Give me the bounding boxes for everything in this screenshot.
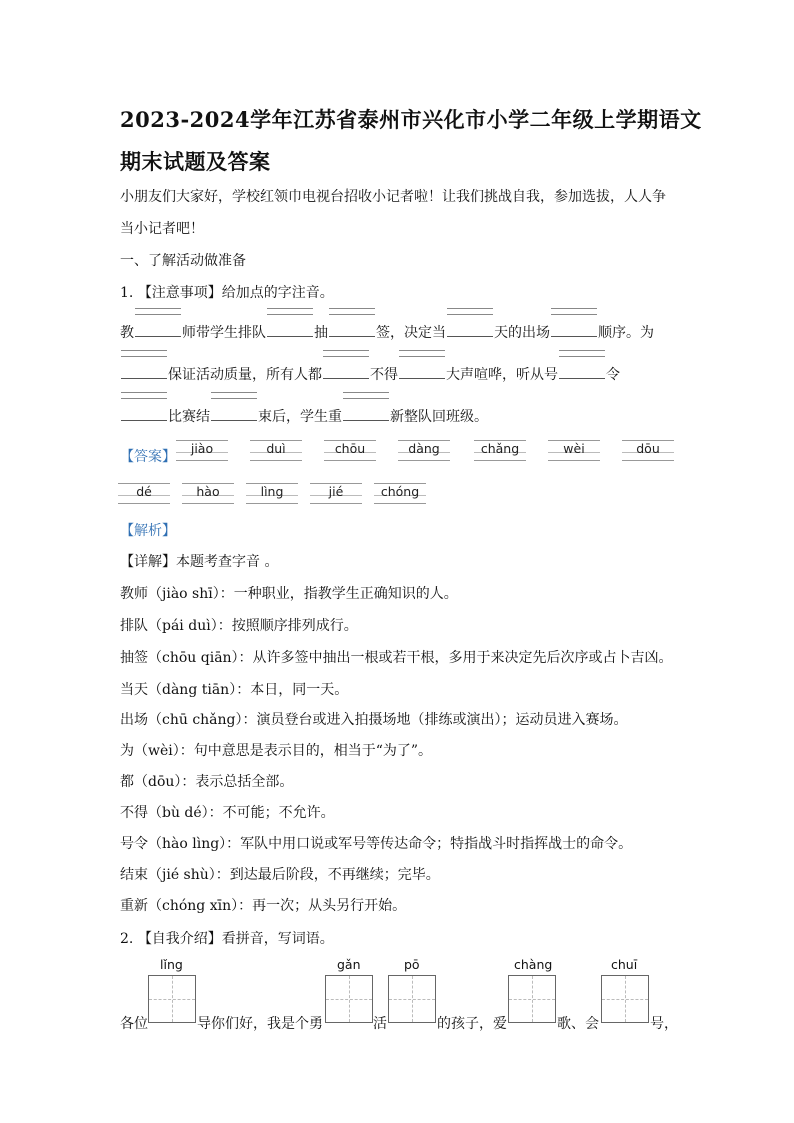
pinyin-blank[interactable] xyxy=(121,364,167,379)
answer-pinyin: hào xyxy=(182,483,234,499)
writing-box[interactable] xyxy=(148,975,196,1023)
pinyin-blank[interactable] xyxy=(135,322,181,337)
box-pinyin: pō xyxy=(404,957,420,972)
explanation-item: 出场（chū chǎng）：演员登台或进入拍摄场地（排练或演出）；运动员进入赛场。 xyxy=(120,712,628,728)
question-prompt: 【注意事项】给加点的字注音。 xyxy=(137,285,334,301)
explanation-item: 号令（hào lìng）：军队中用口说或军号等传达命令；特指战斗时指挥战士的命令。 xyxy=(120,836,633,852)
sentence-fragment: 签，决定当 xyxy=(376,325,446,341)
explanation-item: 都（dōu）：表示总括全部。 xyxy=(120,774,294,790)
explanation-item: 排队（pái duì）：按照顺序排列成行。 xyxy=(120,618,358,634)
pinyin-blank[interactable] xyxy=(211,406,257,421)
question-1-line3 xyxy=(120,406,488,426)
intro-text-line2: 当小记者吧！ xyxy=(120,221,204,237)
intro-text: 小朋友们大家好，学校红领巾电视台招收小记者啦！让我们挑战自我，参加选拔，人人争 xyxy=(120,189,666,205)
analysis-label: 【解析】 xyxy=(120,523,176,539)
pinyin-blank[interactable] xyxy=(323,364,369,379)
answer-pinyin: chóng xyxy=(374,483,426,499)
box-pinyin: lǐng xyxy=(160,957,183,972)
answer-pinyin: chǎng xyxy=(474,440,526,456)
pinyin-blank[interactable] xyxy=(267,322,313,337)
box-pinyin: chuī xyxy=(611,957,638,972)
box-pinyin: chàng xyxy=(514,957,553,972)
question-1-line2 xyxy=(120,364,620,384)
sentence-fragment: 师带学生排队 xyxy=(182,325,266,341)
pinyin-blank[interactable] xyxy=(551,322,597,337)
q2-text: 歌、会 xyxy=(557,1016,599,1032)
q2-text: 导你们好，我是个勇 xyxy=(197,1016,323,1032)
detail-text: 【详解】本题考查字音 。 xyxy=(120,554,279,570)
explanation-item: 结束（jié shù）：到达最后阶段，不再继续；完毕。 xyxy=(120,867,440,883)
q2-text: 的孩子，爱 xyxy=(437,1016,507,1032)
page-title-line2: 期末试题及答案 xyxy=(120,149,271,174)
writing-box[interactable] xyxy=(508,975,556,1023)
explanation-item: 当天（dàng tiān）：本日，同一天。 xyxy=(120,682,349,698)
pinyin-blank[interactable] xyxy=(559,364,605,379)
writing-box[interactable] xyxy=(388,975,436,1023)
q2-text: 活 xyxy=(373,1016,387,1032)
pinyin-blank[interactable] xyxy=(121,406,167,421)
answer-pinyin: wèi xyxy=(548,440,600,456)
answer-pinyin: chōu xyxy=(324,440,376,456)
sentence-fragment: 不得 xyxy=(370,367,398,383)
sentence-fragment: 天的出场 xyxy=(494,325,550,341)
sentence-fragment: 令 xyxy=(606,367,620,383)
answer-pinyin: dé xyxy=(118,483,170,499)
sentence-fragment: 顺序。为 xyxy=(598,325,654,341)
answer-pinyin: dàng xyxy=(398,440,450,456)
sentence-fragment: 新整队回班级。 xyxy=(390,409,488,425)
explanation-item: 教师（jiào shī）：一种职业，指教学生正确知识的人。 xyxy=(120,586,458,602)
explanation-item: 不得（bù dé）：不可能；不允许。 xyxy=(120,805,335,821)
explanation-item: 为（wèi）：句中意思是表示目的，相当于“为了”。 xyxy=(120,743,433,759)
explanation-item: 重新（chóng xīn）：再一次；从头另行开始。 xyxy=(120,898,407,914)
pinyin-blank[interactable] xyxy=(447,322,493,337)
pinyin-blank[interactable] xyxy=(329,322,375,337)
sentence-fragment: 束后，学生重 xyxy=(258,409,342,425)
sentence-fragment: 抽 xyxy=(314,325,328,341)
question-2-heading xyxy=(120,928,334,948)
question-1-heading xyxy=(120,282,334,302)
q2-text: 号， xyxy=(650,1016,678,1032)
question-number: 2. xyxy=(120,931,134,947)
answer-pinyin: jié xyxy=(310,483,362,499)
answer-pinyin: jiào xyxy=(176,440,228,456)
answer-pinyin: lìng xyxy=(246,483,298,499)
sentence-fragment: 大声喧哗，听从号 xyxy=(446,367,558,383)
page-title: 2023-2024学年江苏省泰州市兴化市小学二年级上学期语文 xyxy=(120,107,702,132)
question-number: 1. xyxy=(120,285,134,301)
question-1-line1 xyxy=(120,322,654,342)
answer-pinyin: duì xyxy=(250,440,302,456)
box-pinyin: gǎn xyxy=(337,957,361,972)
question-prompt: 【自我介绍】看拼音，写词语。 xyxy=(137,931,334,947)
writing-box[interactable] xyxy=(325,975,373,1023)
pinyin-blank[interactable] xyxy=(343,406,389,421)
writing-box[interactable] xyxy=(601,975,649,1023)
section-heading: 一、了解活动做准备 xyxy=(120,253,246,269)
sentence-fragment: 教 xyxy=(120,325,134,341)
sentence-fragment: 比赛结 xyxy=(168,409,210,425)
answer-label: 【答案】 xyxy=(120,449,176,465)
pinyin-blank[interactable] xyxy=(399,364,445,379)
q2-text: 各位 xyxy=(120,1016,148,1032)
sentence-fragment: 保证活动质量，所有人都 xyxy=(168,367,322,383)
explanation-item: 抽签（chōu qiān）：从许多签中抽出一根或若干根，多用于来决定先后次序或占卜吉凶。 xyxy=(120,650,673,666)
answer-pinyin: dōu xyxy=(622,440,674,456)
